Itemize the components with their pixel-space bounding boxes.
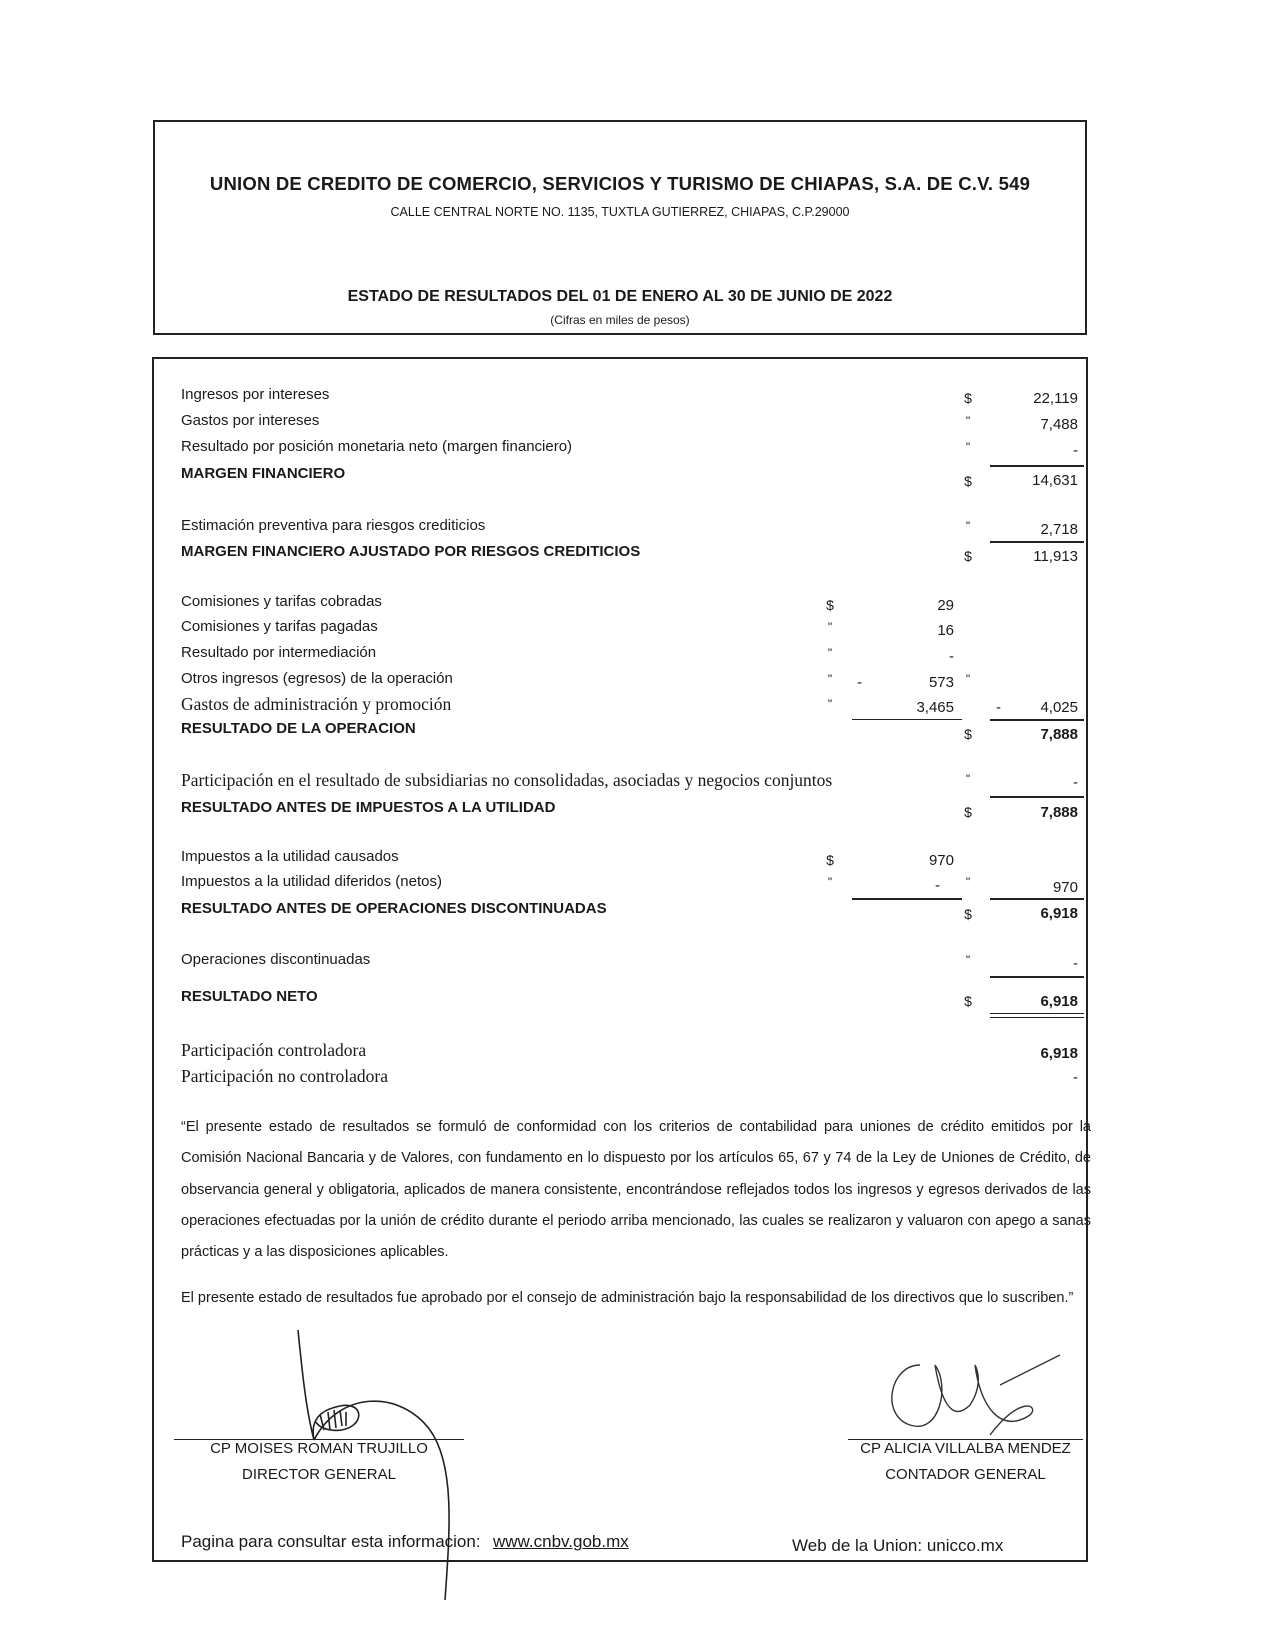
- ditto-mark: ": [965, 440, 971, 454]
- line-label: Impuestos a la utilidad causados: [181, 848, 399, 865]
- subtotal-rule: [990, 719, 1084, 721]
- currency-sign: $: [964, 906, 972, 922]
- footer-consult-label: Pagina para consultar esta informacion:: [181, 1532, 481, 1551]
- line-value: 6,918: [1040, 905, 1078, 922]
- cnbv-link[interactable]: www.cnbv.gob.mx: [493, 1532, 629, 1551]
- ditto-mark: ": [827, 697, 833, 711]
- line-label-total: RESULTADO ANTES DE OPERACIONES DISCONTINUADAS: [181, 900, 607, 917]
- ditto-mark: ": [965, 953, 971, 967]
- signer-right-title: CONTADOR GENERAL: [885, 1466, 1046, 1483]
- statement-title: ESTADO DE RESULTADOS DEL 01 DE ENERO AL 30 DE JUNIO DE 2022: [347, 288, 893, 305]
- line-value: 3,465: [916, 699, 954, 716]
- line-label-total: RESULTADO NETO: [181, 988, 318, 1005]
- ditto-mark: ": [965, 414, 971, 428]
- line-label: Resultado por posición monetaria neto (margen financiero): [181, 438, 573, 455]
- line-value: -: [1073, 442, 1078, 459]
- line-value: 11,913: [1033, 548, 1078, 565]
- ditto-mark: ": [827, 620, 833, 634]
- ditto-mark: ": [965, 519, 971, 533]
- signer-left-title: DIRECTOR GENERAL: [242, 1466, 396, 1483]
- ditto-mark: ": [965, 672, 971, 686]
- line-value: -: [949, 648, 954, 665]
- line-label: Estimación preventiva para riesgos crediticios: [181, 517, 486, 534]
- subtotal-rule: [990, 976, 1084, 978]
- negative-sign: -: [857, 674, 862, 691]
- line-value: 7,888: [1040, 804, 1078, 821]
- currency-sign: $: [964, 804, 972, 820]
- ditto-mark: ": [965, 875, 971, 889]
- ditto-mark: ": [827, 646, 833, 660]
- line-value: 573: [928, 674, 954, 691]
- currency-sign: $: [964, 548, 972, 564]
- ditto-mark: ": [827, 875, 833, 889]
- company-name: UNION DE CREDITO DE COMERCIO, SERVICIOS Y TURISMO DE CHIAPAS, S.A. DE C.V. 549: [209, 173, 1031, 194]
- ditto-mark: ": [827, 672, 833, 686]
- subtotal-rule: [990, 796, 1084, 798]
- line-value: -: [1073, 1069, 1078, 1086]
- line-label-total: RESULTADO DE LA OPERACION: [181, 720, 416, 737]
- company-address: CALLE CENTRAL NORTE NO. 1135, TUXTLA GUTIERREZ, CHIAPAS, C.P.29000: [390, 205, 850, 219]
- line-value: 6,918: [1040, 1045, 1078, 1062]
- signature-left: [280, 1330, 500, 1600]
- double-underline: [990, 1017, 1084, 1018]
- line-value: 29: [937, 597, 954, 614]
- currency-sign: $: [964, 473, 972, 489]
- currency-sign: $: [826, 597, 834, 613]
- line-value: -: [1073, 955, 1078, 972]
- line-value: 4,025: [1040, 699, 1078, 716]
- line-value: 7,888: [1040, 726, 1078, 743]
- double-underline: [990, 1013, 1084, 1014]
- signer-left-name: CP MOISES ROMAN TRUJILLO: [210, 1440, 428, 1457]
- line-value: 14,631: [1032, 472, 1078, 489]
- line-label: Ingresos por intereses: [181, 386, 330, 403]
- line-label-total: RESULTADO ANTES DE IMPUESTOS A LA UTILIDAD: [181, 799, 556, 816]
- footer-web-label: Web de la Union: unicco.mx: [792, 1536, 1004, 1555]
- line-label: Otros ingresos (egresos) de la operación: [181, 670, 453, 687]
- line-label: Operaciones discontinuadas: [181, 951, 371, 968]
- ditto-mark: ": [965, 772, 971, 786]
- line-label: Gastos de administración y promoción: [181, 694, 452, 714]
- line-label: Impuestos a la utilidad diferidos (netos): [181, 873, 442, 890]
- currency-sign: $: [964, 390, 972, 406]
- line-value: 970: [1052, 879, 1078, 896]
- line-value: -: [1073, 774, 1078, 791]
- line-label-total: MARGEN FINANCIERO AJUSTADO POR RIESGOS CREDITICIOS: [181, 543, 641, 560]
- line-label: Participación no controladora: [181, 1066, 389, 1086]
- subtotal-rule: [990, 465, 1084, 467]
- subtotal-rule: [852, 719, 962, 720]
- line-label: Participación en el resultado de subsidiarias no consolidadas, asociadas y negocios conjuntos: [181, 770, 833, 790]
- line-label: Gastos por intereses: [181, 412, 320, 429]
- statement-units: (Cifras en miles de pesos): [550, 313, 690, 327]
- line-value: 2,718: [1040, 521, 1078, 538]
- negative-sign: -: [996, 699, 1001, 716]
- note-paragraph: “El presente estado de resultados se formuló de conformidad con los criterios de contabilidad para uniones de crédito emitidos por la Comisión Nacional Bancaria y de Valores, con fundamento en lo dispuesto por los artículos 65, 67 y 74 de la Ley de Uniones de Crédito, de observancia general y obligatoria, aplicados de manera consistente, encontrándose reflejados todos los ingresos y egresos derivados de las operaciones efectuadas por la unión de crédito durante el periodo arriba mencionado, las cuales se realizaron y valuaron con apego a sanas prácticas y a las disposiciones aplicables.: [181, 1119, 1091, 1261]
- currency-sign: $: [964, 993, 972, 1009]
- line-value: 22,119: [1033, 390, 1078, 407]
- note-paragraph: El presente estado de resultados fue aprobado por el consejo de administración bajo la responsabilidad de los directivos que lo suscriben.”: [181, 1290, 1074, 1306]
- line-label: Participación controladora: [181, 1040, 367, 1060]
- line-value: 16: [937, 622, 954, 639]
- currency-sign: $: [964, 726, 972, 742]
- line-label: Comisiones y tarifas pagadas: [181, 618, 378, 635]
- subtotal-rule: [852, 898, 962, 900]
- line-value: 970: [928, 852, 954, 869]
- line-value: -: [935, 877, 940, 894]
- signer-right-name: CP ALICIA VILLALBA MENDEZ: [860, 1440, 1071, 1457]
- line-label: Comisiones y tarifas cobradas: [181, 593, 382, 610]
- line-value: 6,918: [1040, 993, 1078, 1010]
- line-label: Resultado por intermediación: [181, 644, 377, 661]
- subtotal-rule: [990, 898, 1084, 900]
- line-label-total: MARGEN FINANCIERO: [181, 465, 346, 482]
- subtotal-rule: [990, 541, 1084, 543]
- currency-sign: $: [826, 852, 834, 868]
- line-value: 7,488: [1040, 416, 1078, 433]
